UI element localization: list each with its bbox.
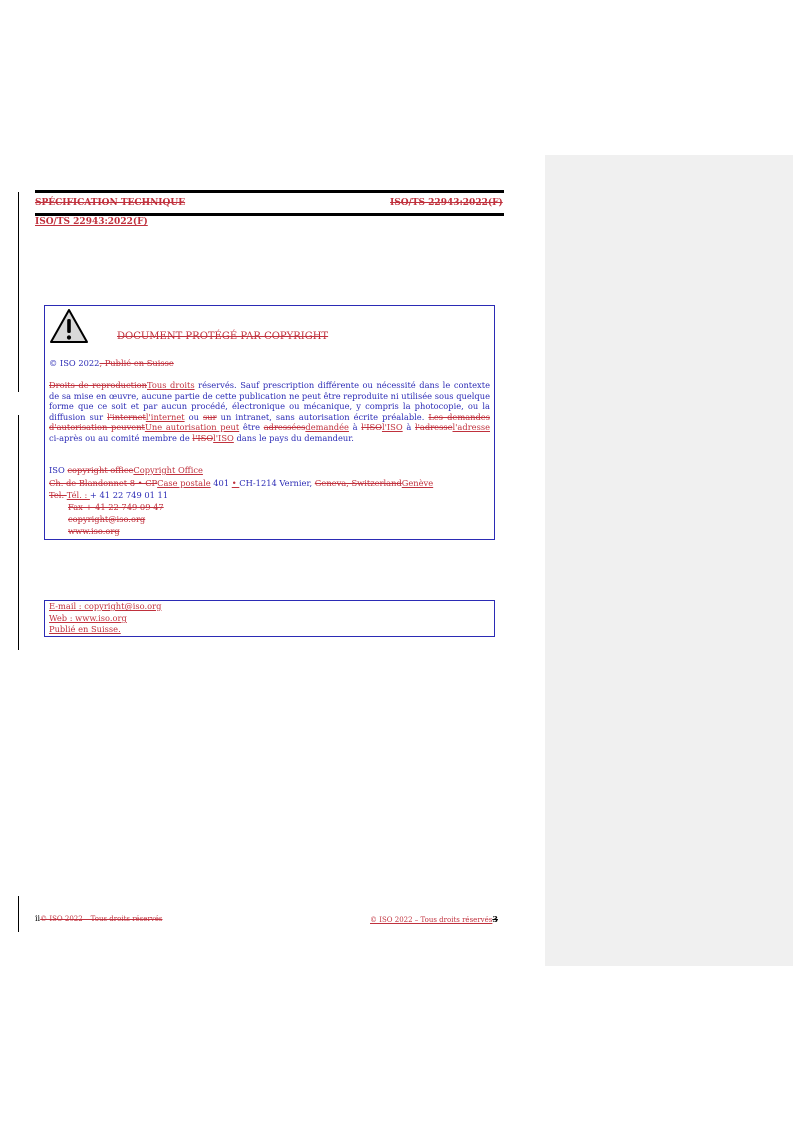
fax-line: Fax + 41 22 749 09 47 (68, 502, 164, 512)
comment-sidebar (545, 155, 793, 966)
document-reference-deleted: ISO/TS 22943:2022(F) (390, 198, 503, 208)
footer-right: © ISO 2022 – Tous droits réservés3 (370, 914, 498, 924)
email-line-deleted: copyright@iso.org (68, 514, 146, 524)
document-reference: ISO/TS 22943:2022(F) (35, 217, 148, 227)
change-bar (18, 896, 19, 932)
reproduction-paragraph: Droits de reproductionTous droits réservés. Sauf prescription différente ou nécessité dans le contexte de sa mise en œuvre, aucune partie de cette publication ne peut être reproduite ni utilisée sous quelque forme que ce soit et par aucun procédé, électronique ou mécanique, y compris la photocopie, ou la diffusion sur l'internetl'internet ou sur un intranet, sans autorisation écrite préalable. Les demandes d'autorisation peuventUne autorisation peut être adresséesdemandée à l'ISOl'ISO à l'adressel'adresse ci-après ou au comité membre de l'ISOl'ISO dans le pays du demandeur. (49, 380, 490, 443)
header-rule-top (35, 190, 504, 193)
footer-left: ii© ISO 2022 – Tous droits réservés (35, 914, 163, 923)
warning-triangle-icon (49, 308, 89, 344)
telephone-line: Tel. Tél. : + 41 22 749 01 11 (49, 490, 169, 500)
copyright-title: DOCUMENT PROTÉGÉ PAR COPYRIGHT (117, 331, 329, 342)
published-line: Publié en Suisse. (49, 624, 121, 634)
change-bar (18, 415, 19, 650)
copyright-line: © ISO 2022, Publié en Suisse (49, 358, 174, 368)
web-line-deleted: www.iso.org (68, 526, 120, 536)
change-bar (18, 192, 19, 392)
email-line: E-mail : copyright@iso.org (49, 601, 162, 611)
spec-label: SPÉCIFICATION TECHNIQUE (35, 198, 186, 208)
contact-box (44, 600, 495, 637)
copyright-box (44, 305, 495, 540)
address-line: Ch. de Blandonnet 8 • CPCase postale 401 • CH-1214 Vernier, Geneva, SwitzerlandGenève (49, 478, 434, 488)
header-rule-bottom (35, 213, 504, 216)
office-line: ISO copyright officeCopyright Office (49, 465, 203, 475)
web-line: Web : www.iso.org (49, 613, 127, 623)
